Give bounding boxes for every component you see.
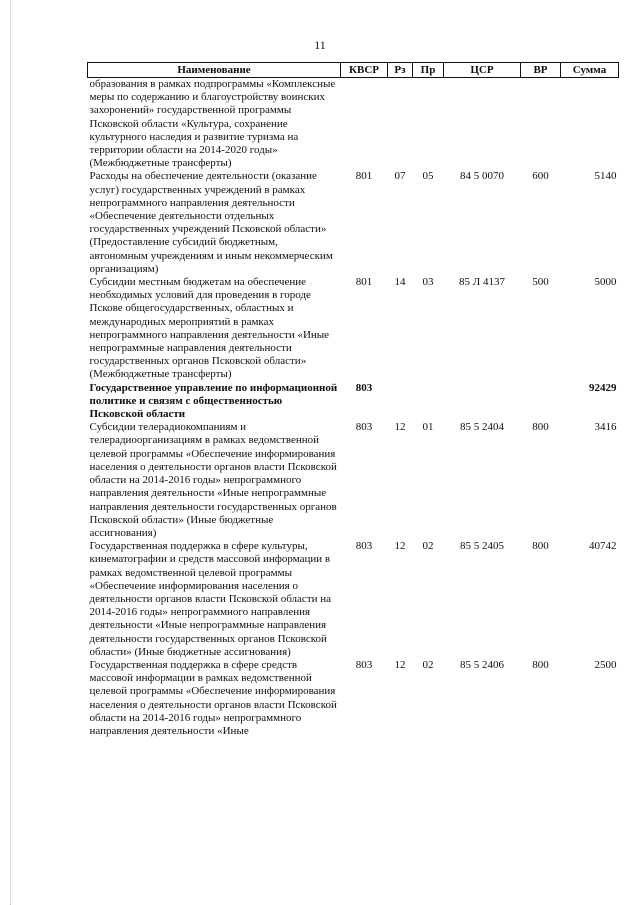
cell-pr (413, 78, 444, 171)
table-row (88, 382, 619, 422)
cell-rz: 07 (394, 170, 406, 183)
header-sum: Сумма (561, 63, 619, 78)
table-row (88, 78, 619, 171)
cell-sum: 92429 (589, 381, 617, 394)
header-rz: Рз (388, 63, 413, 78)
cell-kvsr (341, 78, 388, 171)
cell-rz (388, 78, 413, 171)
cell-rz (388, 382, 413, 422)
cell-name: Субсидии местным бюджетам на обеспечение необходимых условий для проведения в городе Пскове общегосударственных, областных и международных мероприятий в рамках непрограммного направления деятельности «Иные непрограммные направления деятельности государственных органов Псковской области» (Межбюджетные трансферты) (89, 276, 330, 381)
cell-sum: 3416 (594, 421, 617, 434)
cell-csr: 85 5 2405 (460, 540, 504, 553)
cell-kvsr: 803 (355, 421, 373, 434)
cell-vr: 500 (532, 276, 549, 289)
cell-sum (561, 78, 619, 171)
cell-kvsr: 803 (355, 540, 373, 553)
table-row (88, 540, 619, 659)
cell-csr: 85 5 2404 (460, 421, 504, 434)
cell-pr: 03 (422, 276, 434, 289)
cell-kvsr: 803 (355, 658, 373, 671)
cell-vr: 800 (532, 421, 549, 434)
cell-pr (413, 382, 444, 422)
cell-rz: 12 (394, 540, 406, 553)
page-number: 11 (314, 38, 326, 52)
cell-name: Государственная поддержка в сфере средств массовой информации в рамках ведомственной целевой программы «Обеспечение информирования населения о деятельности органов власти Псковской области на 2014-2016 годы» непрограммного направления деятельности «Иные (89, 658, 337, 737)
header-pr: Пр (413, 63, 444, 78)
cell-pr: 02 (422, 540, 434, 553)
cell-vr: 600 (532, 170, 549, 183)
header-name: Наименование (88, 63, 341, 78)
cell-sum: 2500 (594, 658, 617, 671)
table-row (88, 421, 619, 540)
cell-pr: 05 (422, 170, 434, 183)
cell-vr (521, 382, 561, 422)
table-row (88, 276, 619, 382)
header-csr: ЦСР (444, 63, 521, 78)
table-row (88, 170, 619, 276)
cell-sum: 5140 (594, 170, 617, 183)
cell-csr: 85 Л 4137 (459, 276, 505, 289)
table-header-row (88, 63, 619, 78)
cell-csr: 84 5 0070 (460, 170, 504, 183)
cell-rz: 12 (394, 421, 406, 434)
cell-name: Расходы на обеспечение деятельности (оказание услуг) государственных учреждений в рамках непрограммного направления деятельности «Обеспечение деятельности отдельных государственных учреждений Псковской области» (Предоставление субсидий бюджетным, автономным учреждениям и иным некоммерческим организациям) (89, 170, 333, 275)
cell-vr: 800 (532, 540, 549, 553)
cell-vr: 800 (532, 658, 549, 671)
cell-name: образования в рамках подпрограммы «Комплексные меры по содержанию и благоустройству воинских захоронений» государственной программы Псковской области «Культура, сохранение культурного наследия и развитие туризма на территории области на 2014-2020 годы» (Межбюджетные трансферты) (89, 78, 336, 170)
cell-sum: 40742 (589, 540, 617, 553)
header-kvsr: КВСР (341, 63, 388, 78)
cell-pr: 01 (422, 421, 434, 434)
cell-csr (444, 382, 521, 422)
cell-name: Субсидии телерадиокомпаниям и телерадиоорганизациям в рамках ведомственной целевой программы «Обеспечение информирования населения о деятельности органов власти Псковской области на 2014-2016 годы» непрограммного направления деятельности «Иные непрограммные направления деятельности государственных органов Псковской области» (Иные бюджетные ассигнования) (89, 421, 337, 539)
cell-kvsr: 803 (355, 381, 373, 394)
cell-name: Государственное управление по информационной политике и связям с общественностью Псковской области (89, 381, 338, 421)
header-vr: ВР (521, 63, 561, 78)
cell-kvsr: 801 (355, 276, 373, 289)
table-body (88, 78, 619, 739)
cell-rz: 14 (394, 276, 406, 289)
cell-vr (521, 78, 561, 171)
cell-kvsr: 801 (355, 170, 373, 183)
cell-sum: 5000 (594, 276, 617, 289)
cell-pr: 02 (422, 658, 434, 671)
cell-name: Государственная поддержка в сфере культуры, кинематографии и средств массовой информации в рамках ведомственной целевой программы «Обеспечение информирования населения о деятельности органов власти Псковской области на 2014-2016 годы» непрограммного направления деятельности «Иные непрограммные направления деятельности государственных органов Псковской области» (Иные бюджетные ассигнования) (89, 540, 332, 658)
cell-rz: 12 (394, 658, 406, 671)
cell-csr: 85 5 2406 (460, 658, 504, 671)
scan-edge (10, 0, 12, 905)
budget-table (87, 62, 619, 738)
cell-csr (444, 78, 521, 171)
table-row (88, 659, 619, 738)
